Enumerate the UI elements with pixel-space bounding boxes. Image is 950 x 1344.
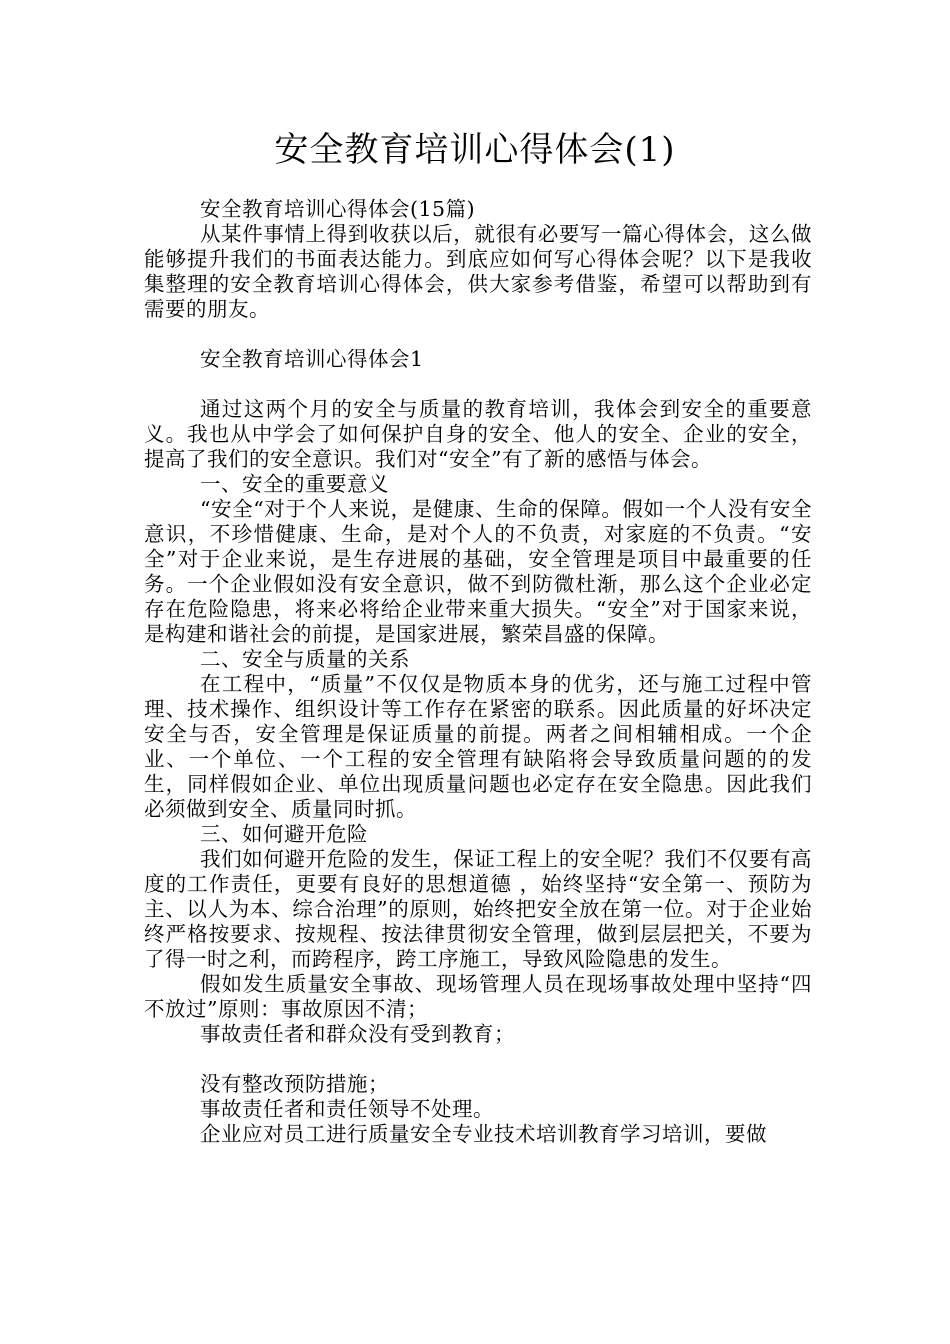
spacer — [144, 322, 812, 347]
paragraph: 企业应对员工进行质量安全专业技术培训教育学习培训，要做 — [200, 1122, 767, 1146]
paragraph: 我们如何避开危险的发生，保证工程上的安全呢？我们不仅要有高度的工作责任，更要有良好的思想道德 ，始终坚持“安全第一、预防为主、以人为本、综合治理”的原则，始终把安全放在第一位。对于企业始终严格按要求、按规程、按法律贯彻安全管理，做到层层把关，不要为了得一时之利，而跨程序，跨工序施工，导致风险隐患的发生。 — [144, 847, 812, 971]
document-title: 安全教育培训心得体会(1) — [274, 130, 676, 170]
paragraph: 在工程中，“质量”不仅仅是物质本身的优劣，还与施工过程中管理、技术操作、组织设计等工作存在紧密的联系。因此质量的好坏决定安全与否，安全管理是保证质量的前提。两者之间相辅相成。一个企业、一个单位、一个工程的安全管理有缺陷将会导致质量问题的的发生，同样假如企业、单位出现质量问题也必定存在安全隐患。因此我们必须做到安全、质量同时抓。 — [144, 672, 812, 821]
paragraph: 没有整改预防措施； — [200, 1072, 389, 1096]
section-heading: 安全教育培训心得体会1 — [200, 347, 424, 371]
document-body — [144, 197, 812, 1147]
spacer — [144, 1047, 812, 1072]
intro-paragraph: 从某件事情上得到收获以后，就很有必要写一篇心得体会，这么做能够提升我们的书面表达能力。到底应如何写心得体会呢？以下是我收集整理的安全教育培训心得体会，供大家参考借鉴，希望可以帮助到有需要的朋友。 — [144, 222, 812, 321]
subheading: 三、如何避开危险 — [200, 822, 368, 846]
paragraph: 通过这两个月的安全与质量的教育培训，我体会到安全的重要意义。我也从中学会了如何保护自身的安全、他人的安全、企业的安全，提高了我们的安全意识。我们对“安全”有了新的感悟与体会。 — [144, 397, 812, 471]
paragraph: 假如发生质量安全事故、现场管理人员在现场事故处理中坚持“四不放过”原则：事故原因不清； — [144, 972, 812, 1021]
paragraph: 事故责任者和群众没有受到教育； — [200, 1022, 515, 1046]
paragraph: “安全“对于个人来说，是健康、生命的保障。假如一个人没有安全意识，不珍惜健康、生命，是对个人的不负责，对家庭的不负责。“安全”对于企业来说，是生存进展的基础，安全管理是项目中最重要的任务。一个企业假如没有安全意识，做不到防微杜渐，那么这个企业必定存在危险隐患，将来必将给企业带来重大损失。“安全”对于国家来说，是构建和谐社会的前提，是国家进展，繁荣昌盛的保障。 — [144, 497, 812, 646]
subheading: 一、安全的重要意义 — [200, 472, 389, 496]
subheading: 二、安全与质量的关系 — [200, 647, 410, 671]
subtitle-line: 安全教育培训心得体会(15篇) — [200, 197, 476, 221]
spacer — [144, 372, 812, 397]
paragraph: 事故责任者和责任领导不处理。 — [200, 1097, 494, 1121]
